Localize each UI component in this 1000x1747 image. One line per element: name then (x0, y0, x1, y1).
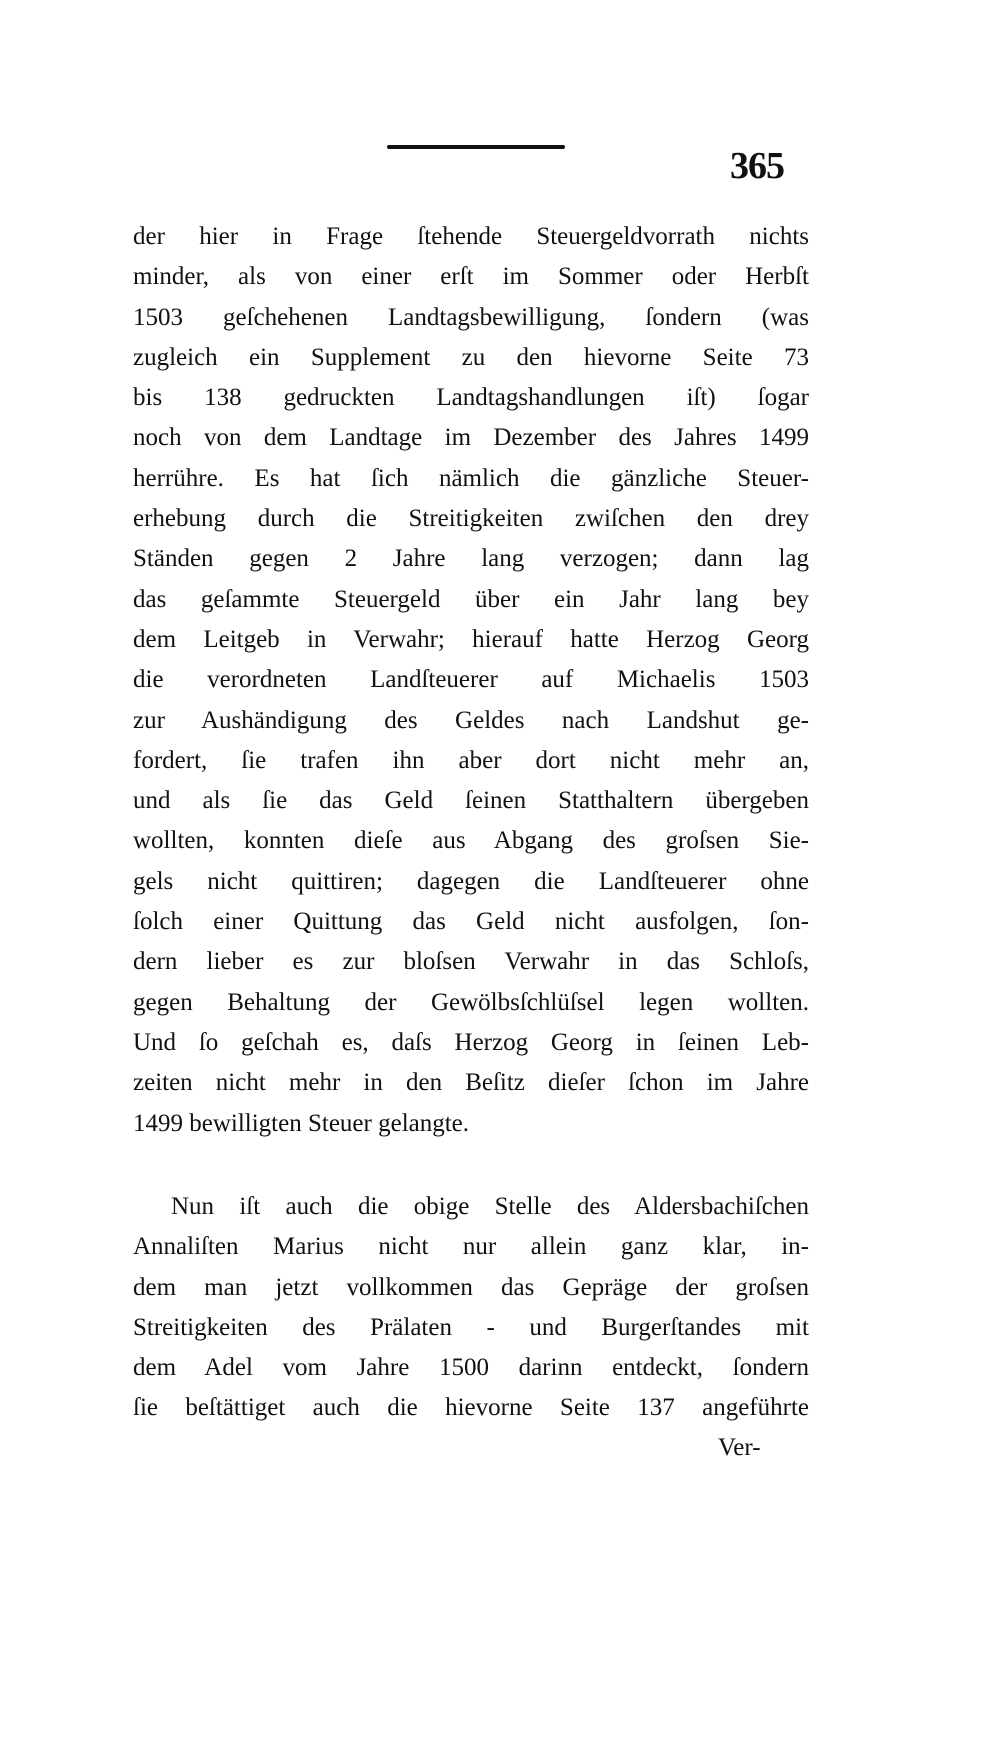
text-line: Ständen gegen 2 Jahre lang verzogen; dann lag (133, 545, 809, 573)
text-line: Und ſo geſchah es, daſs Herzog Georg in ſeinen Leb- (133, 1028, 809, 1056)
text-line: dem man jetzt vollkommen das Gepräge der groſsen (133, 1273, 809, 1301)
text-line: herrühre. Es hat ſich nämlich die gänzliche Steuer- (133, 464, 809, 492)
catchword: Ver- (718, 1434, 761, 1461)
text-line: noch von dem Landtage im Dezember des Jahres 1499 (133, 424, 809, 452)
text-line: ſie beſtättiget auch die hievorne Seite 137 angeführte (133, 1394, 809, 1422)
text-line: der hier in Frage ſtehende Steuergeldvorrath nichts (133, 223, 809, 250)
paragraph-2 (133, 1187, 809, 1429)
text-line: dern lieber es zur bloſsen Verwahr in das Schloſs, (133, 948, 809, 976)
text-line: minder, als von einer erſt im Sommer oder Herbſt (133, 263, 809, 291)
text-line: ſolch einer Quittung das Geld nicht ausfolgen, ſon- (133, 908, 809, 936)
text-line: die verordneten Landſteuerer auf Michaelis 1503 (133, 666, 809, 694)
text-line: 1499 bewilligten Steuer gelangte. (133, 1109, 470, 1137)
text-line: Annaliſten Marius nicht nur allein ganz klar, in- (133, 1233, 809, 1261)
text-line: Streitigkeiten des Prälaten - und Burgerſtandes mit (133, 1313, 809, 1341)
text-line: das geſammte Steuergeld über ein Jahr lang bey (133, 585, 809, 613)
text-line: wollten, konnten dieſe aus Abgang des groſsen Sie- (133, 827, 809, 855)
text-line: erhebung durch die Streitigkeiten zwiſchen den drey (133, 505, 809, 533)
text-line: gegen Behaltung der Gewölbsſchlüſsel legen wollten. (133, 988, 809, 1016)
header-rule (387, 145, 565, 149)
text-line: und als ſie das Geld ſeinen Statthaltern übergeben (133, 787, 809, 815)
text-line: zugleich ein Supplement zu den hievorne Seite 73 (133, 343, 809, 371)
paragraph-1 (133, 217, 809, 1144)
text-line: gels nicht quittiren; dagegen die Landſteuerer ohne (133, 867, 809, 895)
text-line: zur Aushändigung des Geldes nach Landshut ge- (133, 706, 809, 734)
text-line: zeiten nicht mehr in den Beſitz dieſer ſchon im Jahre (133, 1069, 809, 1097)
text-line: dem Adel vom Jahre 1500 darinn entdeckt, ſondern (133, 1354, 809, 1382)
text-line: 1503 geſchehenen Landtagsbewilligung, ſondern (was (133, 303, 809, 331)
text-line: Nun iſt auch die obige Stelle des Aldersbachiſchen (171, 1193, 809, 1220)
text-line: dem Leitgeb in Verwahr; hierauf hatte Herzog Georg (133, 625, 809, 653)
text-line: fordert, ſie trafen ihn aber dort nicht mehr an, (133, 746, 809, 774)
text-line: bis 138 gedruckten Landtagshandlungen iſt) ſogar (133, 384, 809, 412)
page-number: 365 (730, 145, 784, 187)
